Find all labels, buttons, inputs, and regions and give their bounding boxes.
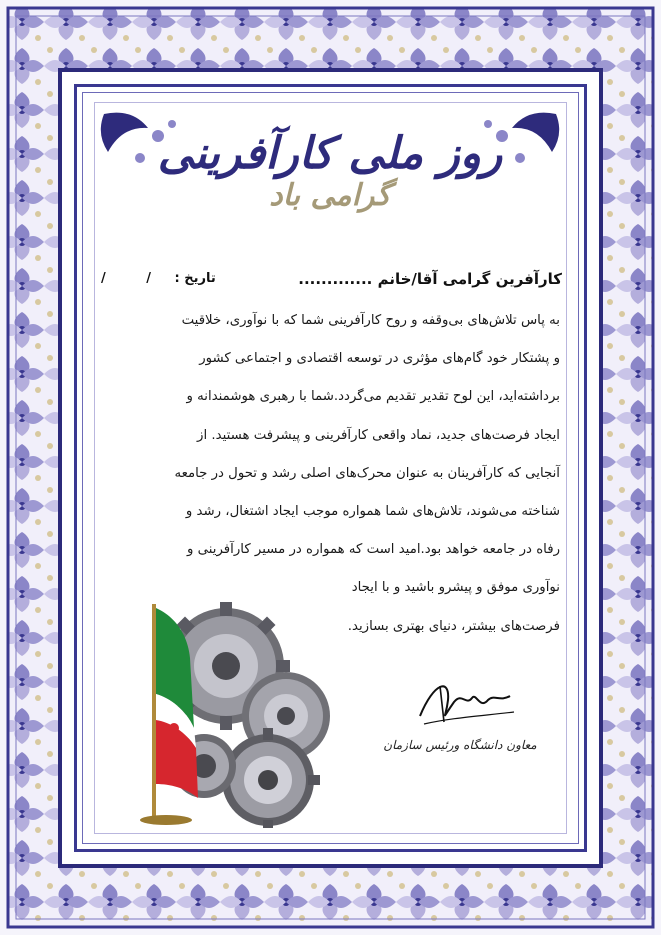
body-line: نوآوری موفق و پیشرو باشید و با ایجاد [351, 580, 560, 596]
body-line: به پاس تلاش‌های بی‌وقفه و روح کارآفرینی شما که با نوآوری، خلاقیت [181, 313, 560, 328]
body-line: فرصت‌های بیشتر، دنیای بهتری بسازید. [347, 618, 560, 634]
recipient-row [100, 270, 562, 296]
title-sub: گرامی باد [269, 178, 391, 213]
body-line: و پشتکار خود گام‌های مؤثری در توسعه اقتصادی و اجتماعی کشور [199, 351, 560, 367]
date-label: تاریخ : [174, 271, 216, 286]
body-line: شناخته می‌شوند، تلاش‌های شما همواره موجب ایجاد اشتغال، رشد و [185, 504, 560, 520]
signature-title: معاون دانشگاه ورئیس سازمان [383, 738, 537, 752]
certificate-body [104, 302, 560, 646]
body-line: ایجاد فرصت‌های جدید، نماد واقعی کارآفرینی و پیشرفت هستید. از [197, 427, 560, 443]
body-line: برداشته‌اید، این لوح تقدیر تقدیم می‌گردد.شما با رهبری هوشمندانه و [186, 389, 560, 405]
certificate-title [100, 118, 560, 228]
gears-flag-illustration [108, 598, 348, 828]
title-main: روز ملی کارآفرینی [157, 128, 503, 179]
recipient-line: کارآفرین گرامی آقا/خانم ............. [298, 270, 562, 288]
body-line: آنجایی که کارآفرینان به عنوان محرک‌های اصلی رشد و تحول در جامعه [174, 465, 560, 481]
signature-block [370, 672, 550, 762]
signature-icon [410, 672, 520, 734]
body-line: رفاه در جامعه خواهد بود.امید است که همواره در مسیر کارآفرینی و [187, 542, 560, 558]
date-value: / / [100, 271, 170, 286]
date-field [100, 271, 216, 286]
